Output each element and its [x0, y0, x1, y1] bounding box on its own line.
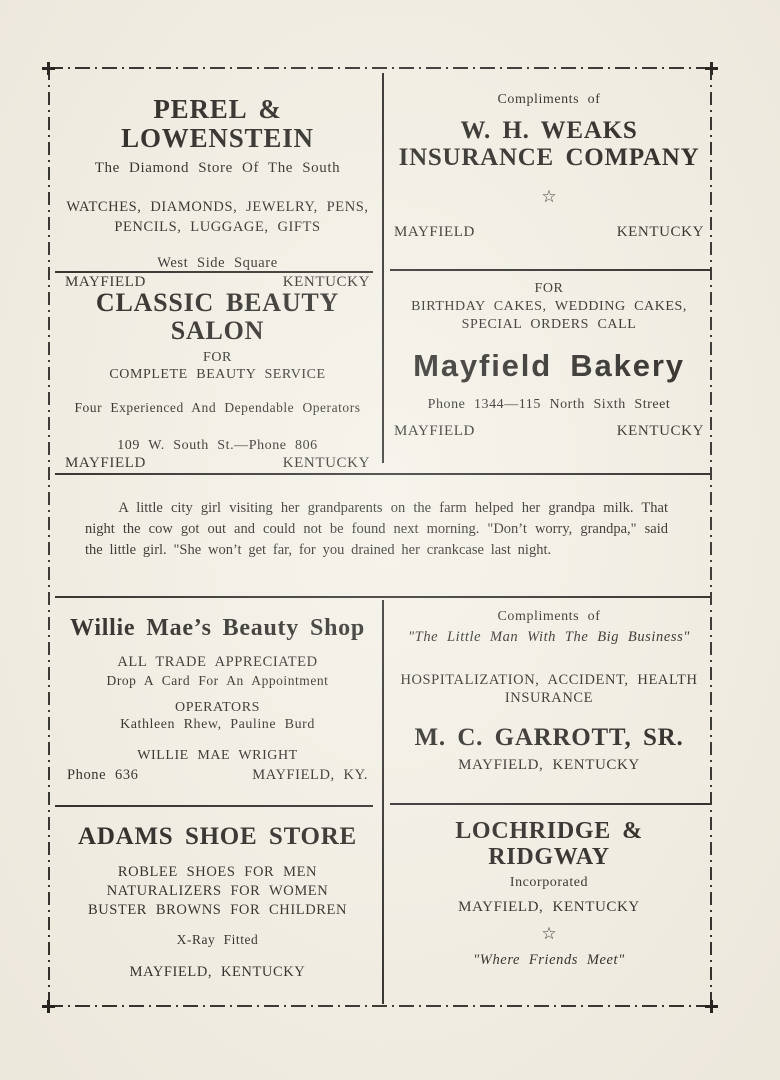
ad-perel-lowenstein	[55, 75, 380, 291]
page-border-top	[48, 67, 712, 69]
divider-top-center	[382, 73, 384, 463]
lochridge-slogan: "Where Friends Meet"	[473, 951, 625, 968]
ad-lochridge-ridgway	[386, 806, 712, 1004]
garrott-city: MAYFIELD, KENTUCKY	[458, 757, 640, 773]
page-border-bottom	[48, 1005, 712, 1007]
classic-operators: Four Experienced And Dependable Operators	[74, 400, 361, 416]
star-icon: ☆	[541, 923, 557, 943]
willie-phone: Phone 636	[67, 766, 139, 783]
adams-line3: BUSTER BROWNS FOR CHILDREN	[87, 902, 347, 918]
classic-for: FOR	[203, 350, 232, 366]
garrott-title: M. C. GARROTT, SR.	[414, 724, 684, 751]
perel-address: West Side Square	[157, 255, 278, 272]
willie-line2: Drop A Card For An Appointment	[106, 672, 329, 688]
adams-city: MAYFIELD, KENTUCKY	[129, 964, 306, 980]
ad-adams-shoe-store	[55, 806, 380, 1004]
perel-subtitle: The Diamond Store Of The South	[94, 160, 341, 177]
adams-line1: ROBLEE SHOES FOR MEN	[117, 864, 318, 880]
classic-service: COMPLETE BEAUTY SERVICE	[109, 367, 326, 383]
divider-bottom-center	[382, 600, 384, 1004]
willie-operators: Kathleen Rhew, Pauline Burd	[120, 716, 315, 732]
willie-operators-label: OPERATORS	[175, 699, 260, 715]
weaks-compliments: Compliments of	[497, 92, 601, 107]
weaks-city: MAYFIELD	[394, 224, 475, 240]
corner-mark-top-left	[42, 62, 55, 75]
ad-classic-beauty-salon	[55, 273, 380, 471]
page-border-left	[48, 67, 50, 1007]
willie-line1: ALL TRADE APPRECIATED	[117, 653, 318, 670]
bakery-address: Phone 1344—115 North Sixth Street	[427, 397, 671, 412]
classic-address: 109 W. South St.—Phone 806	[117, 438, 318, 454]
willie-title: Willie Mae’s Beauty Shop	[70, 615, 365, 641]
adams-line2: NATURALIZERS FOR WOMEN	[106, 883, 329, 899]
ad-willie-maes	[55, 598, 380, 804]
garrott-line1: HOSPITALIZATION, ACCIDENT, HEALTH	[400, 672, 698, 688]
lochridge-title1: LOCHRIDGE &	[455, 818, 643, 844]
garrott-compliments: Compliments of	[497, 609, 601, 624]
joke-text: A little city girl visiting her grandparents on the farm helped her grandpa milk. That night the cow got out and could not be found next morning. "Don’t worry, grandpa," said the little girl. "She won’t get far, for you drained her crankcase last night.	[85, 500, 668, 559]
weaks-title1: W. H. WEAKS	[460, 117, 638, 144]
bakery-title: Mayfield Bakery	[413, 348, 685, 383]
adams-line4: X-Ray Fitted	[176, 932, 259, 947]
classic-state: KENTUCKY	[282, 455, 370, 472]
lochridge-city: MAYFIELD, KENTUCKY	[458, 898, 640, 915]
weaks-title2: INSURANCE COMPANY	[398, 144, 700, 171]
perel-state: KENTUCKY	[282, 274, 370, 291]
classic-title: CLASSIC BEAUTY SALON	[95, 288, 340, 346]
lochridge-title2: RIDGWAY	[488, 843, 610, 870]
ad-weaks-insurance	[386, 75, 712, 270]
garrott-slogan: "The Little Man With The Big Business"	[408, 629, 690, 645]
willie-owner: WILLIE MAE WRIGHT	[137, 747, 298, 763]
perel-title: PEREL & LOWENSTEIN	[121, 94, 314, 154]
bakery-line1: BIRTHDAY CAKES, WEDDING CAKES,	[411, 299, 687, 314]
corner-mark-top-right	[705, 62, 718, 75]
lochridge-incorporated: Incorporated	[509, 874, 589, 890]
star-icon: ☆	[541, 187, 557, 206]
willie-city: MAYFIELD, KY.	[252, 766, 368, 783]
classic-city: MAYFIELD	[65, 455, 146, 472]
weaks-state: KENTUCKY	[616, 224, 704, 240]
garrott-line2: INSURANCE	[504, 690, 594, 706]
bakery-line2: SPECIAL ORDERS CALL	[461, 317, 637, 332]
perel-city: MAYFIELD	[65, 274, 146, 291]
adams-title: ADAMS SHOE STORE	[78, 823, 357, 850]
joke-box	[55, 474, 710, 596]
ad-mayfield-bakery	[386, 273, 712, 471]
perel-line2: PENCILS, LUGGAGE, GIFTS	[114, 219, 321, 236]
bakery-state: KENTUCKY	[616, 423, 704, 439]
corner-mark-bottom-left	[42, 1000, 55, 1013]
bakery-for: FOR	[534, 281, 564, 296]
ad-garrott	[386, 598, 712, 804]
bakery-city: MAYFIELD	[394, 423, 475, 439]
perel-line1: WATCHES, DIAMONDS, JEWELRY, PENS,	[66, 199, 369, 216]
